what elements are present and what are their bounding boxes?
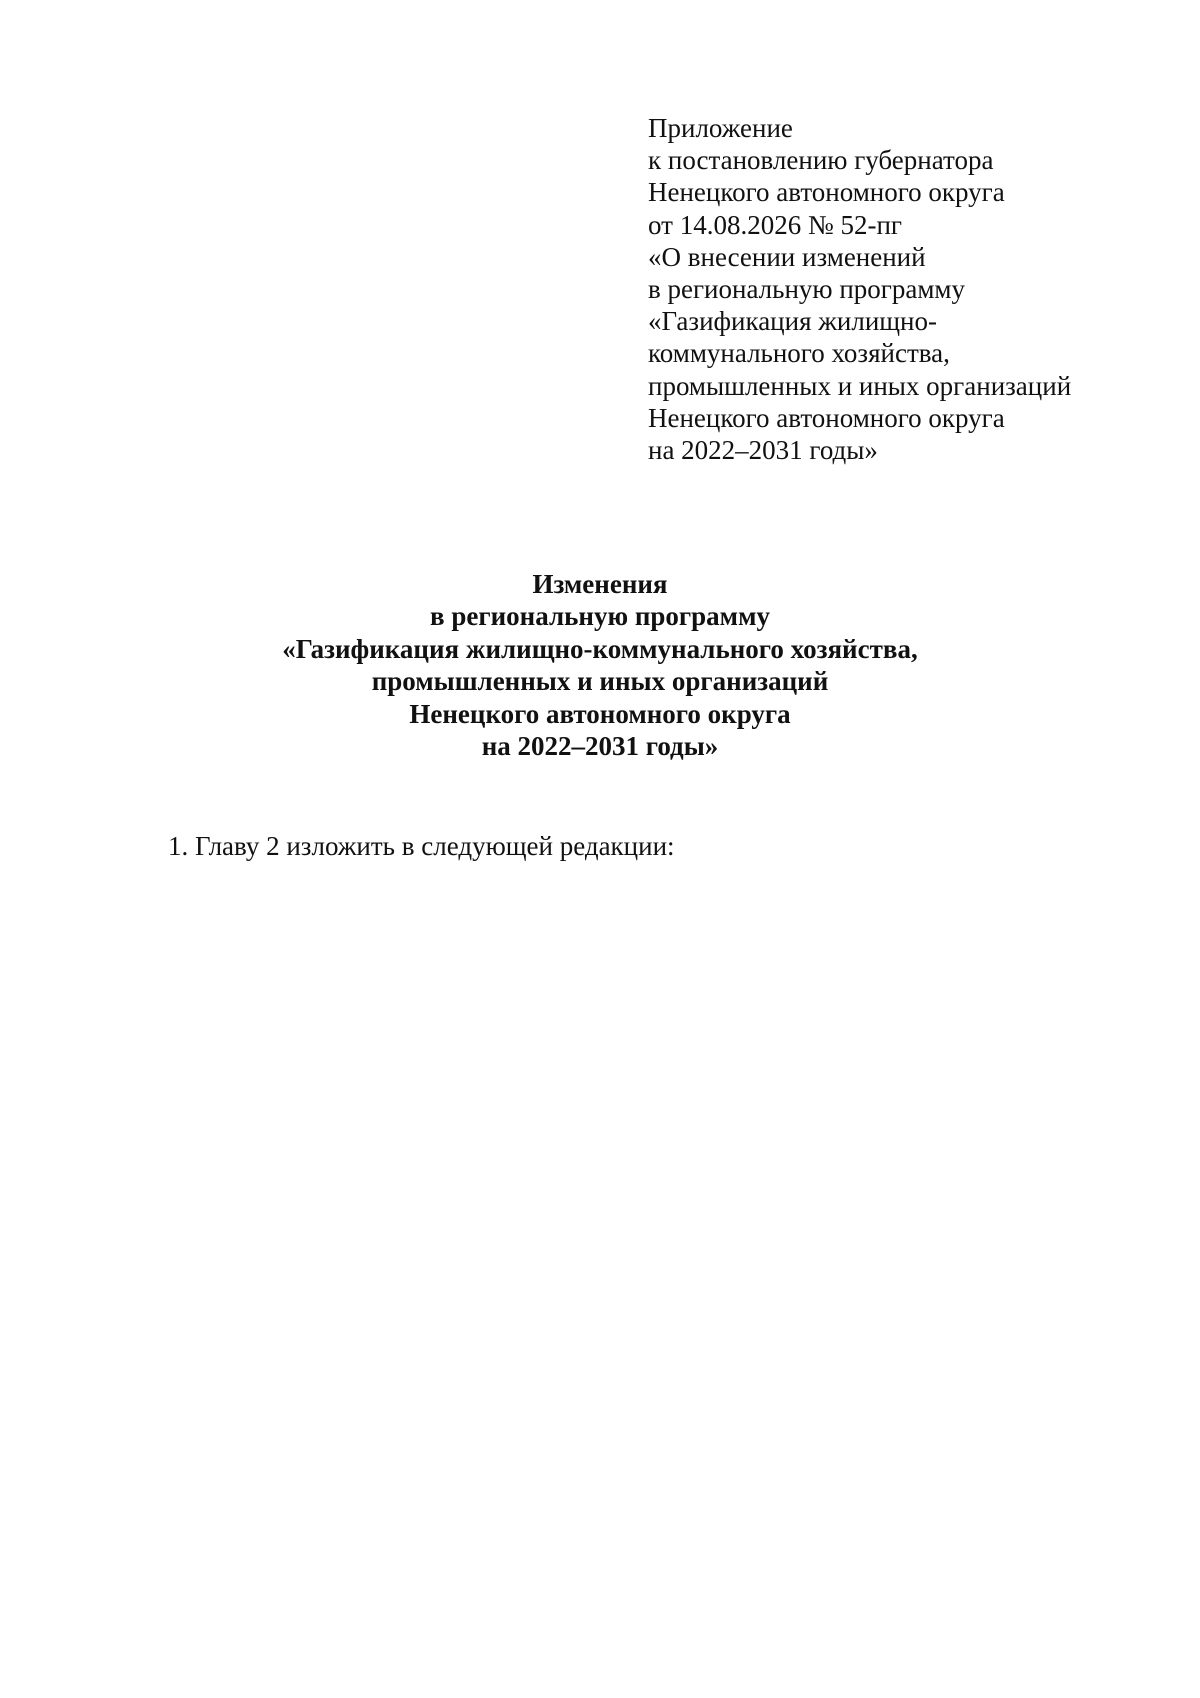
appendix-line: на 2022–2031 годы» [648, 435, 878, 466]
title-line: Ненецкого автономного округа [409, 698, 791, 729]
title-line: «Газификация жилищно-коммунального хозяйства, [282, 633, 918, 664]
appendix-line: «О внесении изменений [648, 241, 926, 272]
appendix-line: к постановлению губернатора [648, 145, 994, 176]
appendix-block [648, 112, 1168, 466]
appendix-line: «Газификация жилищно- [648, 306, 937, 337]
appendix-line: Ненецкого автономного округа [648, 402, 1005, 433]
document-title [150, 568, 1050, 762]
title-line: Изменения [532, 569, 668, 599]
appendix-line: в региональную программу [648, 274, 966, 305]
amendment-item: 1. Главу 2 изложить в следующей редакции: [168, 831, 675, 861]
title-line: на 2022–2031 годы» [481, 731, 719, 762]
appendix-line: Приложение [648, 113, 793, 143]
title-line: промышленных и иных организаций [371, 666, 829, 697]
appendix-line: коммунального хозяйства, [648, 338, 950, 369]
appendix-line: от 14.08.2026 № 52-пг [648, 209, 902, 240]
appendix-line: Ненецкого автономного округа [648, 177, 1005, 208]
title-line: в региональную программу [430, 601, 770, 632]
appendix-line: промышленных и иных организаций [648, 370, 1072, 401]
